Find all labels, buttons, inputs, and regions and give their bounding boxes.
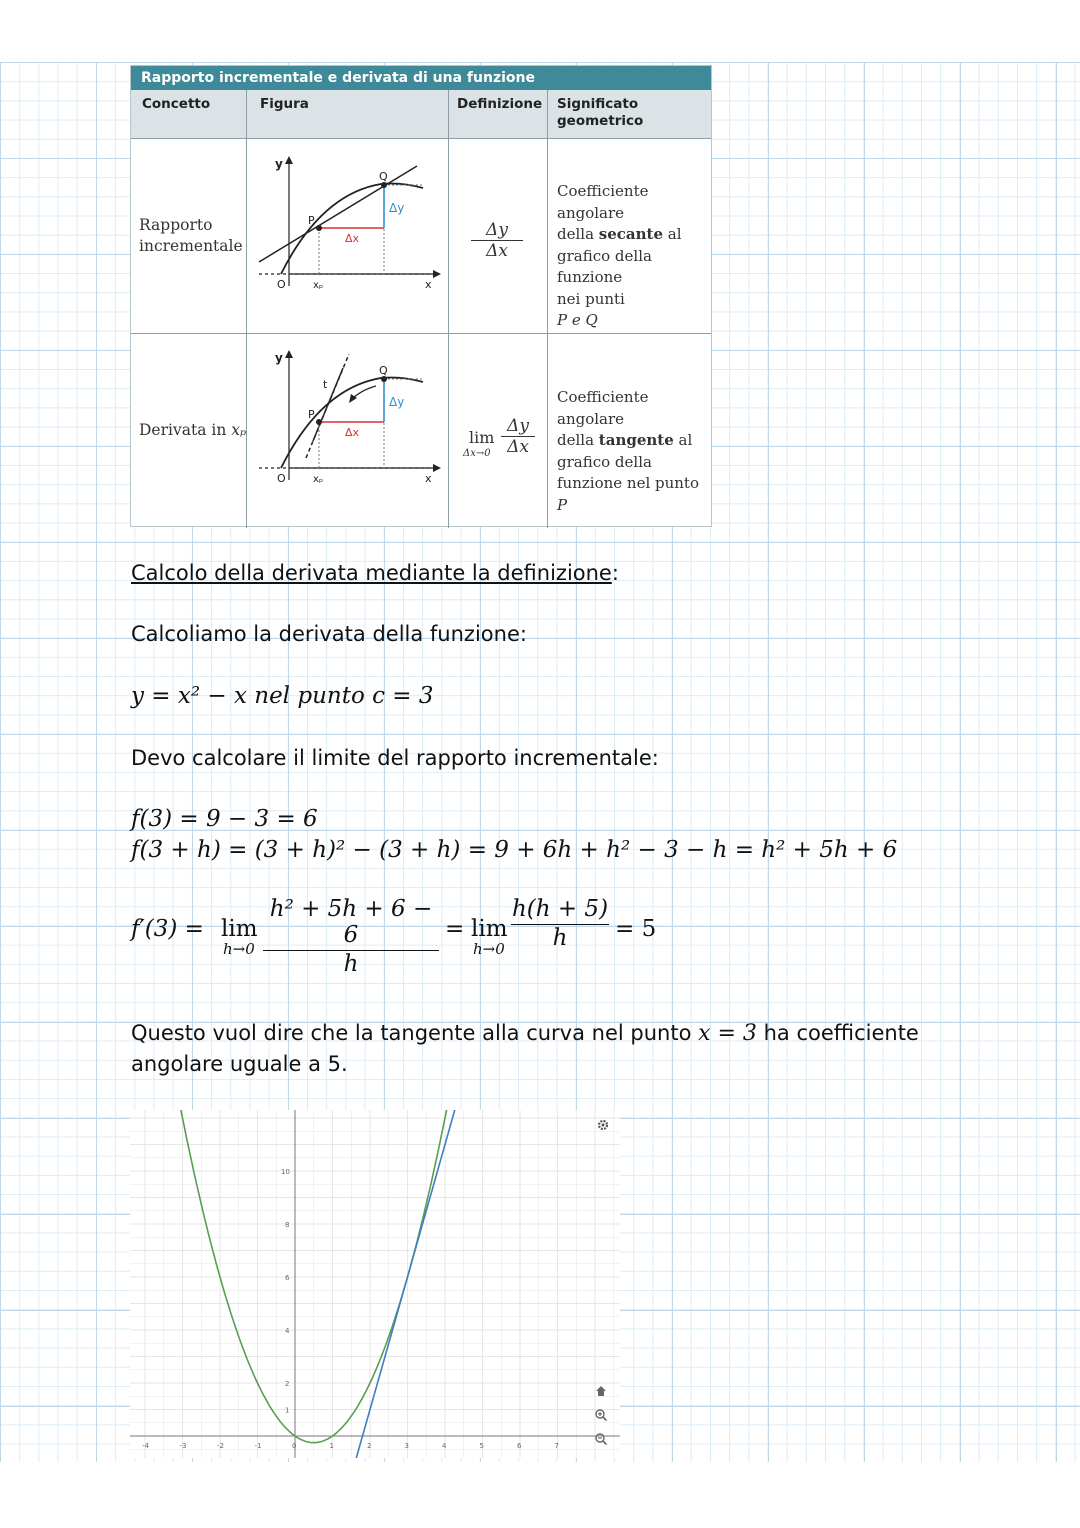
x-tick-label: -1 [254, 1442, 262, 1450]
svg-text:y: y [275, 351, 283, 365]
y-tick-label: 2 [285, 1380, 290, 1388]
graph-canvas [130, 1110, 620, 1458]
x-tick-label: -4 [142, 1442, 149, 1450]
y-tick-label: 8 [285, 1221, 290, 1229]
zoom-out-icon[interactable] [594, 1432, 608, 1446]
svg-text:Δy: Δy [389, 395, 405, 409]
svg-text:y: y [275, 157, 283, 171]
svg-text:x: x [425, 472, 432, 485]
x-tick-label: 5 [479, 1442, 484, 1450]
intro-text: Calcoliamo la derivata della funzione: [131, 622, 527, 646]
row1-secant-figure [251, 154, 446, 324]
f-of-3: f(3) = 9 − 3 = 6 [131, 806, 318, 832]
derivative-limit-equation: f′(3) = lim h→0 h² + 5h + 6 − 6 h = lim h→0 h(h + 5) h = 5 [131, 896, 657, 977]
limit-intro-text: Devo calcolare il limite del rapporto incrementale: [131, 746, 659, 770]
row1-concept: Rapporto incrementale [139, 216, 243, 255]
header-definition: Definizione [457, 96, 543, 112]
svg-text:Q: Q [379, 364, 388, 377]
row1-definition: $\frac{\Delta y}{\Delta x}$ [471, 220, 523, 261]
derivative-summary-table [130, 65, 712, 527]
x-tick-label: 0 [292, 1442, 297, 1450]
table-header-row [131, 90, 711, 139]
x-tick-label: -2 [217, 1442, 224, 1450]
gear-icon[interactable] [596, 1118, 610, 1132]
x-tick-label: 2 [367, 1442, 372, 1450]
header-concept: Concetto [142, 96, 211, 112]
home-icon[interactable] [594, 1384, 608, 1398]
zoom-in-icon[interactable] [594, 1408, 608, 1422]
y-tick-label: 6 [285, 1274, 290, 1282]
x-tick-label: 6 [517, 1442, 522, 1450]
function-definition: y = x² − x nel punto c = 3 [131, 683, 434, 709]
x-tick-label: 3 [404, 1442, 409, 1450]
x-tick-label: -3 [179, 1442, 187, 1450]
svg-text:Δy: Δy [389, 201, 405, 215]
f-of-3-plus-h: f(3 + h) = (3 + h)² − (3 + h) = 9 + 6h + h² − 3 − h = h² + 5h + 6 [131, 837, 898, 863]
svg-text:t: t [323, 378, 328, 391]
header-figure: Figura [260, 96, 309, 112]
table-title: Rapporto incrementale e derivata di una funzione [131, 66, 711, 90]
x-tick-label: 4 [442, 1442, 447, 1450]
svg-text:O: O [277, 472, 286, 485]
conclusion-line-2: angolare uguale a 5. [131, 1052, 348, 1076]
svg-text:xₚ: xₚ [313, 474, 324, 485]
svg-text:O: O [277, 278, 286, 291]
row2-concept: Derivata in xₚ [139, 421, 247, 439]
parabola-curve [160, 1110, 453, 1443]
row2-tangent-figure [251, 348, 446, 518]
svg-text:P: P [308, 214, 315, 227]
header-meaning: Significato geometrico [557, 96, 644, 129]
conclusion-line-1: Questo vuol dire che la tangente alla curva nel punto x = 3 ha coefficiente [131, 1021, 919, 1046]
svg-text:P: P [308, 408, 315, 421]
x-tick-label: 7 [554, 1442, 559, 1450]
function-graph[interactable] [130, 1110, 620, 1458]
y-tick-label: 10 [281, 1168, 290, 1176]
svg-text:Δx: Δx [345, 426, 360, 439]
svg-text:xₚ: xₚ [313, 280, 324, 291]
y-tick-label: 4 [285, 1327, 290, 1335]
svg-text:x: x [425, 278, 432, 291]
x-tick-label: 1 [329, 1442, 334, 1450]
svg-text:Q: Q [379, 170, 388, 183]
section-heading: Calcolo della derivata mediante la definizione: [131, 561, 619, 585]
y-tick-label: 1 [285, 1406, 290, 1415]
row2-definition: lim Δx→0 $\frac{\Delta y}{\Delta x}$ [463, 416, 547, 466]
svg-text:Δx: Δx [345, 232, 360, 245]
row1-meaning: Coefficiente angolare della secante al grafico della funzione nei punti P e Q [557, 182, 682, 329]
row2-meaning: Coefficiente angolare della tangente al grafico della funzione nel punto P [557, 388, 699, 514]
